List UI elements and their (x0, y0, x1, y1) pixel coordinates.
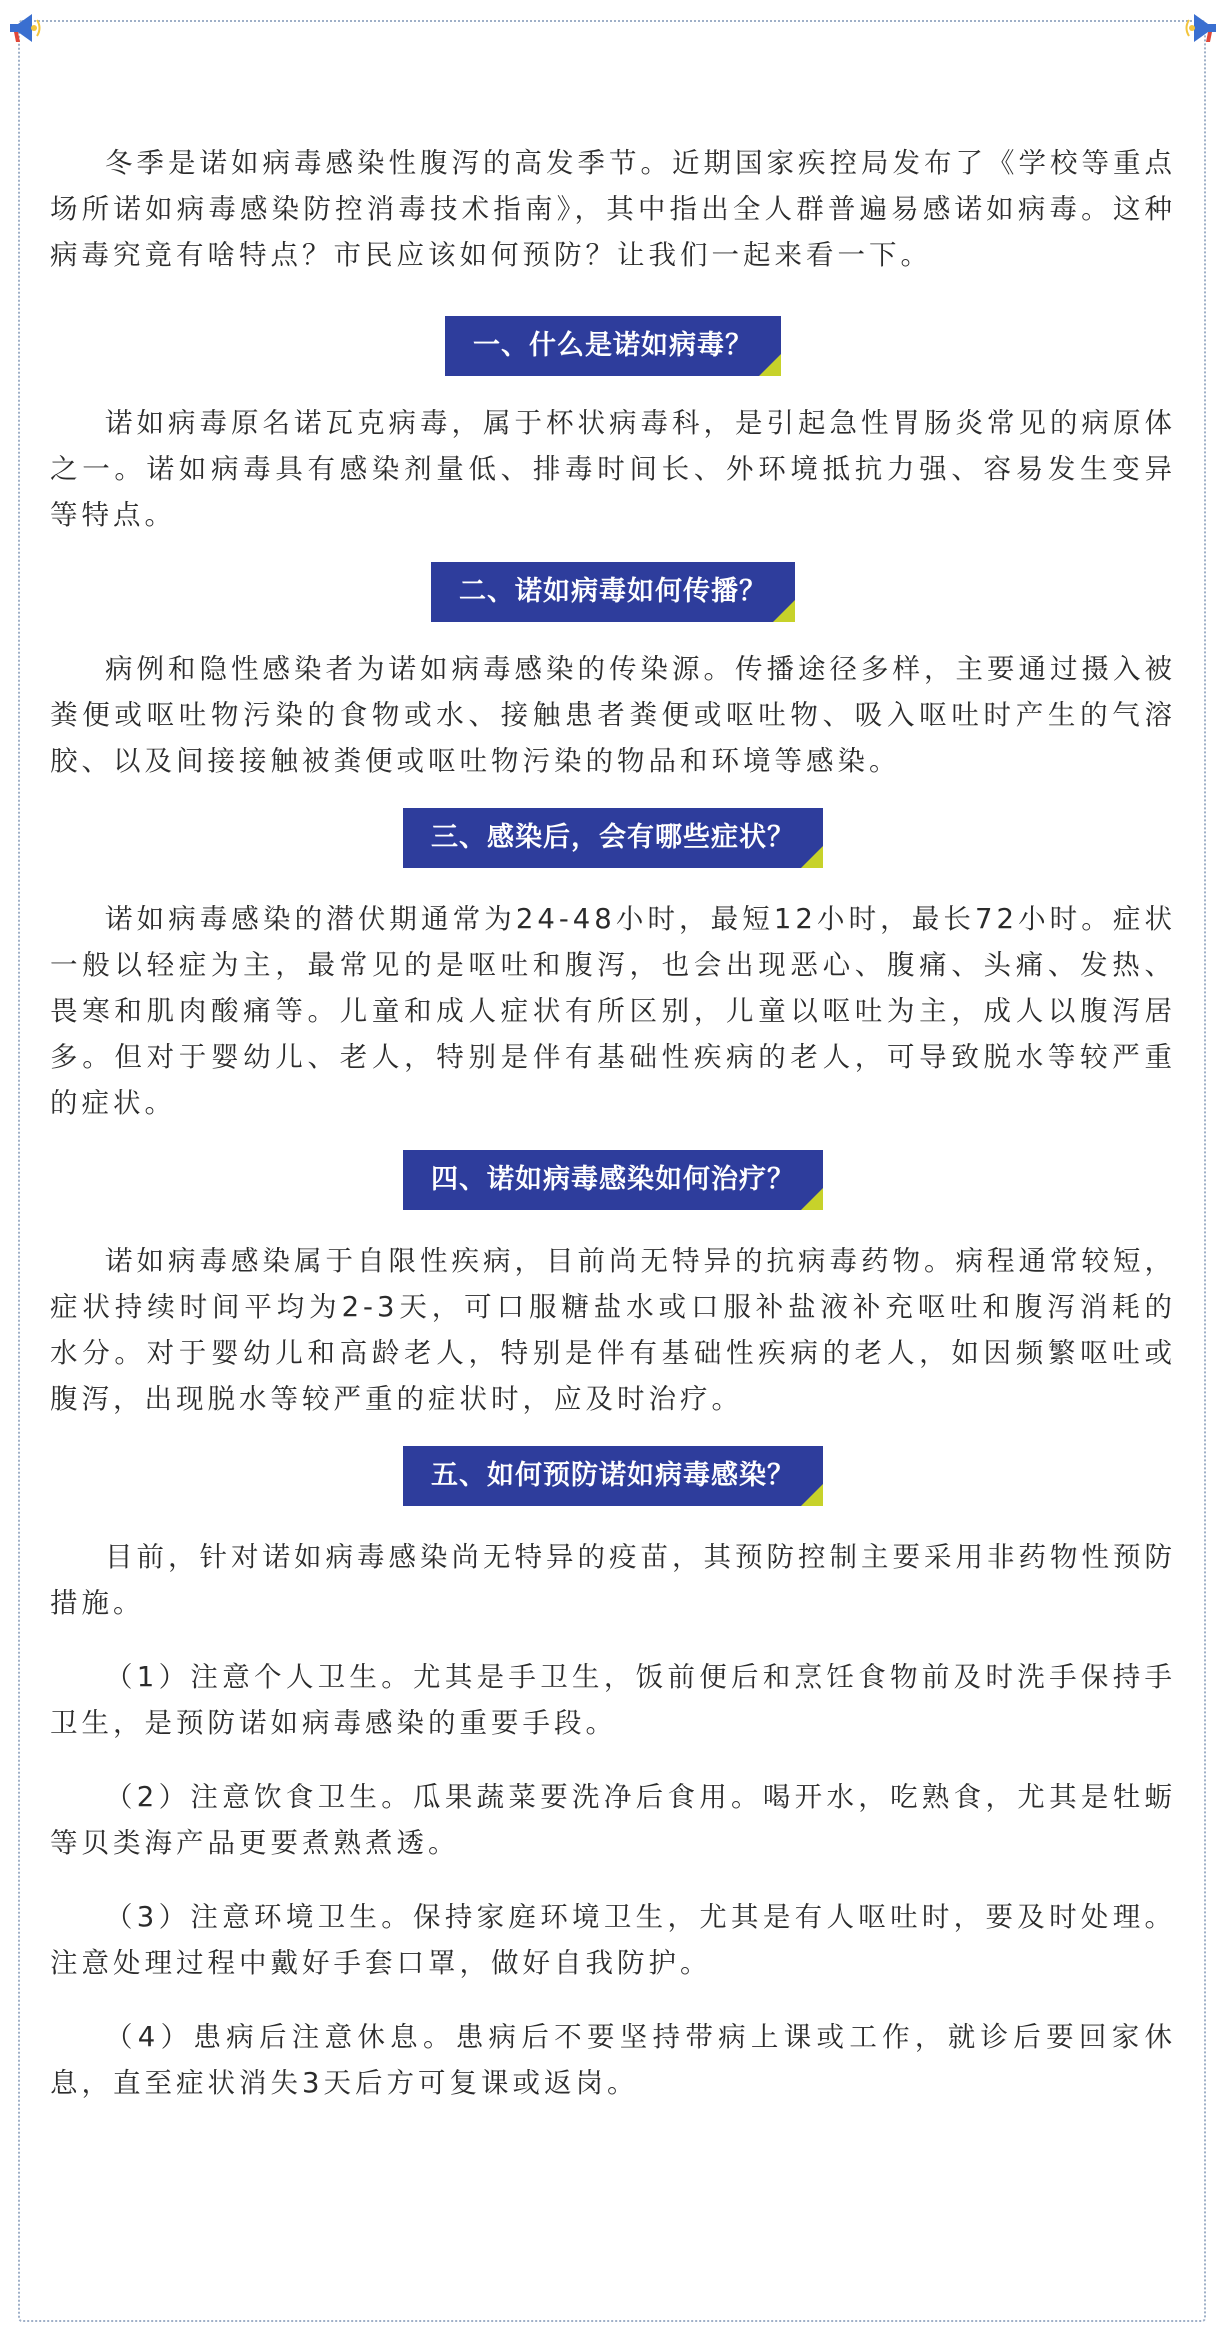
section-heading-text: 四、诺如病毒感染如何治疗？ (431, 1164, 795, 1195)
section-heading (403, 1446, 823, 1506)
megaphone-icon (4, 8, 44, 48)
prevention-item: （3）注意环境卫生。保持家庭环境卫生，尤其是有人呕吐时，要及时处理。注意处理过程中戴好手套口罩，做好自我防护。 (50, 1901, 1176, 1979)
section-4-paragraph: 诺如病毒感染属于自限性疾病，目前尚无特异的抗病毒药物。病程通常较短，症状持续时间平均为2-3天，可口服糖盐水或口服补盐液补充呕吐和腹泻消耗的水分。对于婴幼儿和高龄老人，特别是伴有基础性疾病的老人，如因频繁呕吐或腹泻，出现脱水等较严重的症状时，应及时治疗。 (50, 1245, 1176, 1415)
prevention-item: （2）注意饮食卫生。瓜果蔬菜要洗净后食用。喝开水，吃熟食，尤其是牡蛎等贝类海产品更要煮熟煮透。 (50, 1781, 1176, 1859)
section-5-heading-wrap (50, 1446, 1176, 1506)
section-heading (403, 808, 823, 868)
section-2-paragraph: 病例和隐性感染者为诺如病毒感染的传染源。传播途径多样，主要通过摄入被粪便或呕吐物污染的食物或水、接触患者粪便或呕吐物、吸入呕吐时产生的气溶胶、以及间接接触被粪便或呕吐物污染的物品和环境等感染。 (50, 653, 1176, 777)
megaphone-icon (1182, 8, 1222, 48)
section-1-paragraph: 诺如病毒原名诺瓦克病毒，属于杯状病毒科，是引起急性胃肠炎常见的病原体之一。诺如病毒具有感染剂量低、排毒时间长、外环境抵抗力强、容易发生变异等特点。 (50, 407, 1176, 531)
section-4-heading-wrap (50, 1150, 1176, 1210)
section-heading-text: 三、感染后，会有哪些症状？ (431, 822, 795, 853)
section-3-paragraph: 诺如病毒感染的潜伏期通常为24-48小时，最短12小时，最长72小时。症状一般以轻症为主，最常见的是呕吐和腹泻，也会出现恶心、腹痛、头痛、发热、畏寒和肌肉酸痛等。儿童和成人症状有所区别，儿童以呕吐为主，成人以腹泻居多。但对于婴幼儿、老人，特别是伴有基础性疾病的老人，可导致脱水等较严重的症状。 (50, 903, 1176, 1119)
section-5-paragraph: 目前，针对诺如病毒感染尚无特异的疫苗，其预防控制主要采用非药物性预防措施。 (50, 1541, 1176, 1619)
section-heading (431, 562, 795, 622)
section-2-heading-wrap (50, 562, 1176, 622)
prevention-item: （4）患病后注意休息。患病后不要坚持带病上课或工作，就诊后要回家休息，直至症状消失3天后方可复课或返岗。 (50, 2021, 1176, 2099)
heading-corner-accent (773, 600, 795, 622)
intro-paragraph: 冬季是诺如病毒感染性腹泻的高发季节。近期国家疾控局发布了《学校等重点场所诺如病毒感染防控消毒技术指南》，其中指出全人群普遍易感诺如病毒。这种病毒究竟有啥特点？市民应该如何预防？让我们一起来看一下。 (50, 147, 1176, 271)
heading-corner-accent (801, 846, 823, 868)
section-heading-text: 一、什么是诺如病毒？ (473, 330, 753, 361)
article-content (50, 140, 1176, 2106)
heading-corner-accent (801, 1484, 823, 1506)
prevention-item: （1）注意个人卫生。尤其是手卫生，饭前便后和烹饪食物前及时洗手保持手卫生，是预防诺如病毒感染的重要手段。 (50, 1661, 1176, 1739)
section-3-heading-wrap (50, 808, 1176, 868)
heading-corner-accent (759, 354, 781, 376)
section-heading (445, 316, 781, 376)
section-heading (403, 1150, 823, 1210)
heading-corner-accent (801, 1188, 823, 1210)
section-heading-text: 五、如何预防诺如病毒感染？ (431, 1460, 795, 1491)
section-1-heading-wrap (50, 316, 1176, 376)
section-heading-text: 二、诺如病毒如何传播？ (459, 576, 767, 607)
